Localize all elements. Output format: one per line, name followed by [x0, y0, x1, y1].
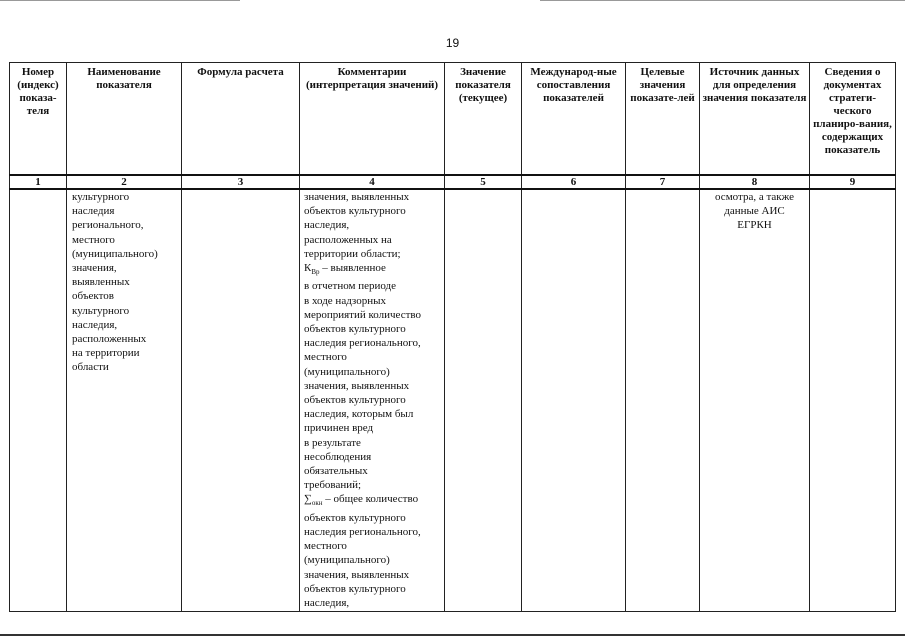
indicator-table: [9, 62, 896, 612]
text-line: объектов культурного: [304, 582, 406, 595]
header-strategic-documents: Сведения о документах стратеги-ческого планиро-вания, содержащих показатель: [810, 63, 896, 176]
text-line: области: [72, 361, 109, 374]
column-number-row: [10, 175, 896, 189]
kvp-subscript: Вр: [311, 268, 320, 277]
text-line: наследия регионального,: [304, 337, 421, 350]
header-current-value: Значение показателя (текущее): [445, 63, 522, 176]
header-comments: Комментарии (интерпретация значений): [300, 63, 445, 176]
text-line: объектов культурного: [304, 205, 406, 218]
text-line: на территории: [72, 347, 140, 360]
text-line: объектов культурного: [304, 323, 406, 336]
cell-indicator-name: [67, 189, 182, 611]
header-international: Международ-ные сопоставления показателей: [522, 63, 626, 176]
text-line: требований;: [304, 479, 362, 492]
text-line: несоблюдения: [304, 450, 372, 463]
text-line: расположенных на: [304, 233, 392, 246]
text-line: объектов: [72, 290, 114, 303]
text-line: (муниципального): [304, 365, 390, 378]
header-target-values: Целевые значения показате-лей: [626, 63, 700, 176]
text-line: в результате: [304, 436, 361, 449]
text-line: местного: [304, 540, 347, 553]
sum-subscript: окн: [311, 499, 323, 508]
sum-symbol: ∑: [304, 493, 312, 506]
header-name: Наименование показателя: [67, 63, 182, 176]
text-line: ЕГРКН: [737, 219, 772, 232]
header-data-source: Источник данных для определения значения показателя: [700, 63, 810, 176]
text-line: территории области;: [304, 247, 401, 260]
cell-target-values: [626, 189, 700, 611]
page-number: 19: [445, 36, 460, 50]
text-line-kvp: [304, 261, 441, 279]
column-number: 5: [445, 175, 522, 189]
text-line-sum: [304, 492, 441, 510]
text-line: наследия, которым был: [304, 408, 414, 421]
column-number: 8: [700, 175, 810, 189]
table-row: [10, 189, 896, 611]
cell-comments: [300, 189, 445, 611]
column-number: 2: [67, 175, 182, 189]
column-number: 9: [810, 175, 896, 189]
text-line: причинен вред: [304, 422, 374, 435]
cell-international: [522, 189, 626, 611]
kvp-symbol: К: [304, 262, 312, 275]
text-line: местного: [72, 233, 115, 246]
text-line: значения, выявленных: [304, 191, 410, 204]
bottom-rule: [0, 634, 905, 636]
text-line: значения, выявленных: [304, 379, 410, 392]
text-line: значения,: [72, 262, 117, 275]
text-line: объектов культурного: [304, 394, 406, 407]
column-number: 6: [522, 175, 626, 189]
header-formula: Формула расчета: [182, 63, 300, 176]
text-line: расположенных: [72, 333, 147, 346]
text-line: местного: [304, 351, 347, 364]
text-line: наследия,: [304, 597, 350, 610]
text-line: наследия,: [304, 219, 350, 232]
column-number: 1: [10, 175, 67, 189]
text-line: в ходе надзорных: [304, 294, 386, 307]
text-line: наследия,: [72, 318, 118, 331]
text-line: (муниципального): [304, 554, 390, 567]
kvp-definition: – выявленное: [319, 262, 386, 275]
text-line: регионального,: [72, 219, 144, 232]
text-line: данные АИС: [724, 205, 785, 218]
text-line: в отчетном периоде: [304, 280, 397, 293]
text-line: культурного: [72, 191, 130, 204]
header-index: Номер (индекс) показа-теля: [10, 63, 67, 176]
column-number: 7: [626, 175, 700, 189]
cell-index: [10, 189, 67, 611]
sum-definition: – общее количество: [322, 493, 419, 506]
text-line: значения, выявленных: [304, 568, 410, 581]
text-line: осмотра, а также: [715, 191, 794, 204]
cell-current-value: [445, 189, 522, 611]
text-line: мероприятий количество: [304, 308, 422, 321]
text-line: наследия регионального,: [304, 526, 421, 539]
cell-strategic-documents: [810, 189, 896, 611]
cell-formula: [182, 189, 300, 611]
header-row: [10, 63, 896, 176]
cell-data-source: [700, 189, 810, 611]
text-line: выявленных: [72, 276, 130, 289]
column-number: 3: [182, 175, 300, 189]
text-line: наследия: [72, 205, 115, 218]
top-rule-left: [0, 0, 240, 1]
top-rule-right: [540, 0, 905, 1]
column-number: 4: [300, 175, 445, 189]
text-line: культурного: [72, 304, 130, 317]
text-line: обязательных: [304, 465, 368, 478]
text-line: объектов культурного: [304, 511, 406, 524]
text-line: (муниципального): [72, 247, 158, 260]
